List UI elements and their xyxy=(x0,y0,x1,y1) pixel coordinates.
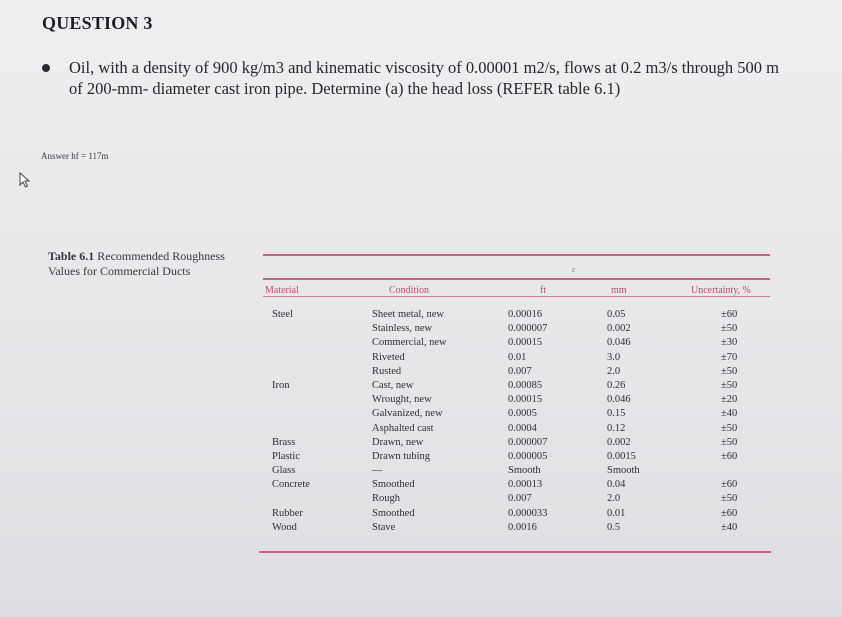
table-cell-ft: Smooth xyxy=(508,465,541,477)
table-cell-mm: 0.04 xyxy=(607,479,626,491)
table-caption-label: Table 6.1 xyxy=(48,249,95,263)
column-material xyxy=(272,308,310,535)
table-cell-ft: 0.01 xyxy=(508,351,527,363)
table-cell-unc: ±60 xyxy=(721,450,738,462)
table-cell-mm: 2.0 xyxy=(607,493,621,505)
table-cell-ft: 0.00016 xyxy=(508,309,543,320)
table-cell-unc: ±60 xyxy=(721,479,738,491)
table-cell-condition: Cast, new xyxy=(372,379,414,391)
table-cell-mm: 0.5 xyxy=(607,521,621,533)
question-title: QUESTION 3 xyxy=(42,13,153,33)
table-cell-ft: 0.0004 xyxy=(508,422,537,434)
table-cell-mm: 0.01 xyxy=(607,507,626,519)
table-cell-unc xyxy=(721,464,737,478)
table-cell-ft: 0.007 xyxy=(508,365,532,377)
table-cell-mm: 0.12 xyxy=(607,422,626,434)
table-cell-material: Wood xyxy=(272,521,297,533)
table-top-rule xyxy=(263,254,770,256)
column-mm xyxy=(607,308,640,535)
table-cell-ft: 0.000033 xyxy=(508,507,548,519)
table-cell-ft: 0.00015 xyxy=(508,337,543,349)
table-cell-mm: 2.0 xyxy=(607,365,621,377)
table-header-bottom-rule xyxy=(263,296,770,297)
column-condition xyxy=(372,308,447,535)
table-caption-text: Recommended Roughness Values for Commercial Ducts xyxy=(48,249,225,278)
table-cell-ft: 0.007 xyxy=(508,493,532,505)
table-cell-material xyxy=(272,365,310,379)
table-cell-mm: Smooth xyxy=(607,465,640,477)
table-cell-ft: 0.0005 xyxy=(508,408,537,420)
table-cell-material: Concrete xyxy=(272,479,310,491)
table-cell-material: Iron xyxy=(272,379,290,391)
table-cell-condition: — xyxy=(372,465,383,477)
table-cell-ft: 0.000005 xyxy=(508,450,548,462)
epsilon-symbol: ε xyxy=(572,265,576,274)
table-cell-unc: ±40 xyxy=(721,521,738,533)
table-cell-condition: Wrought, new xyxy=(372,394,432,406)
table-cell-mm: 0.046 xyxy=(607,337,631,349)
table-cell-unc: ±50 xyxy=(721,365,738,377)
table-cell-unc: ±60 xyxy=(721,507,738,519)
table-cell-material: Steel xyxy=(272,309,293,320)
table-cell-condition: Smoothed xyxy=(372,507,415,519)
table-cell-material xyxy=(272,422,310,436)
table-cell-material xyxy=(272,336,310,350)
table-cell-material xyxy=(272,351,310,365)
table-cell-condition: Commercial, new xyxy=(372,337,447,349)
table-cell-condition: Sheet metal, new xyxy=(372,309,445,320)
table-cell-unc: ±60 xyxy=(721,309,738,320)
table-cell-mm: 0.046 xyxy=(607,394,631,406)
table-cell-material: Brass xyxy=(272,436,296,448)
table-cell-mm: 0.26 xyxy=(607,379,626,391)
column-uncertainty xyxy=(721,308,737,535)
table-cell-unc: ±50 xyxy=(721,436,738,448)
table-cell-condition: Galvanized, new xyxy=(372,408,443,420)
table-cell-material: Rubber xyxy=(272,507,303,519)
table-cell-condition: Drawn, new xyxy=(372,436,424,448)
answer-text: Answer hf = 117m xyxy=(41,151,109,161)
bullet-icon xyxy=(42,64,50,72)
table-cell-ft: 0.00015 xyxy=(508,394,543,406)
table-cell-ft: 0.0016 xyxy=(508,521,537,533)
table-cell-condition: Stainless, new xyxy=(372,323,433,335)
table-cell-mm: 0.002 xyxy=(607,436,631,448)
header-material: Material xyxy=(265,285,299,296)
table-header-top-rule xyxy=(263,278,770,280)
table-cell-unc: ±20 xyxy=(721,394,738,406)
table-cell-mm: 0.0015 xyxy=(607,450,636,462)
header-mm: mm xyxy=(611,285,627,296)
table-cell-material xyxy=(272,492,310,506)
header-ft: ft xyxy=(540,285,547,296)
table-cell-material: Plastic xyxy=(272,450,300,462)
table-cell-unc: ±50 xyxy=(721,323,738,335)
table-cell-unc: ±50 xyxy=(721,493,738,505)
table-cell-condition: Asphalted cast xyxy=(372,422,434,434)
table-cell-condition: Riveted xyxy=(372,351,405,363)
table-cell-mm: 0.05 xyxy=(607,309,626,320)
table-cell-mm: 3.0 xyxy=(607,351,621,363)
header-condition: Condition xyxy=(389,285,430,296)
table-cell-unc: ±40 xyxy=(721,408,738,420)
table-cell-material xyxy=(272,407,310,421)
table-cell-mm: 0.002 xyxy=(607,323,631,335)
table-cell-ft: 0.00013 xyxy=(508,479,543,491)
table-cell-mm: 0.15 xyxy=(607,408,626,420)
table-caption xyxy=(48,249,253,279)
table-cell-material xyxy=(272,393,310,407)
table-cell-condition: Smoothed xyxy=(372,479,415,491)
table-cell-condition: Rusted xyxy=(372,365,402,377)
table-cell-ft: 0.000007 xyxy=(508,436,548,448)
table-cell-condition: Stave xyxy=(372,521,396,533)
column-ft xyxy=(508,308,547,535)
table-cell-unc: ±50 xyxy=(721,422,738,434)
table-cell-material xyxy=(272,322,310,336)
question-text: Oil, with a density of 900 kg/m3 and kinematic viscosity of 0.00001 m2/s, flows at 0.2 m3/s through 500 m of 200-mm- diameter cast iron pipe. Determine (a) the head loss (REFER table 6.1) xyxy=(69,58,779,98)
mouse-pointer-icon xyxy=(18,172,32,188)
header-uncertainty: Uncertainty, % xyxy=(691,285,751,296)
table-cell-unc: ±50 xyxy=(721,379,738,391)
table-cell-ft: 0.00085 xyxy=(508,379,543,391)
table-cell-condition: Drawn tubing xyxy=(372,450,431,462)
table-cell-condition: Rough xyxy=(372,493,401,505)
table-cell-unc: ±30 xyxy=(721,337,738,349)
table-bottom-rule xyxy=(259,551,771,553)
table-cell-material: Glass xyxy=(272,465,296,477)
table-cell-ft: 0.000007 xyxy=(508,323,548,335)
table-cell-unc: ±70 xyxy=(721,351,738,363)
